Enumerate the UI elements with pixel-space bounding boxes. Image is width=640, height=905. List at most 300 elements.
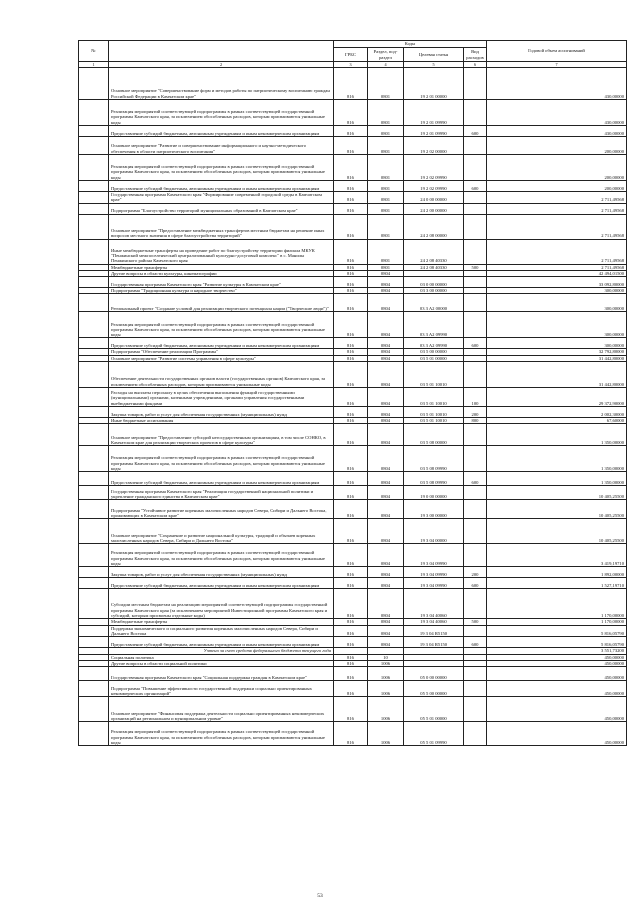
row-name-cell: Подпрограмма "Устойчивое развитие коренных малочисленных народов Севера, Сибири и Дальнего Востока, проживающих в Камчатском крае" [109,500,334,519]
row-name-cell: Основное мероприятие "Развитие системы управления в сфере культуры" [109,355,334,361]
row-name-cell: Поддержка экономического и социального развития коренных малочисленных народов Севера, Сибири и Дальнего Востока [109,625,334,637]
row-section-cell: 0804 [368,637,404,648]
row-grbs-cell: 816 [334,519,368,544]
row-name-cell: Предоставление субсидий бюджетным, автономным учреждениям и иным некоммерческим организациям [109,472,334,486]
row-grbs-cell: 816 [334,654,368,660]
table-row [79,192,627,204]
budget-table [78,40,627,746]
row-target-cell: 03 3 00 00000 [404,288,464,294]
col-target-header: Целевая статья [404,48,464,62]
row-number-cell [79,544,109,567]
row-amount-cell: 450,00000 [487,667,627,681]
row-number-cell [79,722,109,746]
budget-table-body [79,68,627,746]
row-target-cell: 24 2 08 40330 [404,264,464,270]
row-number-cell [79,407,109,418]
row-name-cell: Реализация мероприятий соответствующей подпрограммы в рамках соответствующей государственной программы Камчатского края, за исключением обособленных расходов, которым присваиваются уникальные коды [109,446,334,472]
col-number-index: 3 [334,62,368,68]
row-section-cell: 0801 [368,68,404,100]
row-name-cell: Основное мероприятие "Предоставление субсидий негосударственным организациям, в том числе СОНКО, в Камчатском крае для реализации творческих проектов в сфере культуры" [109,424,334,446]
row-amount-cell: 430,00000 [487,100,627,126]
row-vid-cell: 100 [464,388,487,407]
row-target-cell: 03 5 01 10010 [404,388,464,407]
row-amount-cell: 5 816,05790 [487,625,627,637]
row-name-cell: Государственная программа Камчатского края "Социальная поддержка граждан в Камчатском крае" [109,667,334,681]
row-number-cell [79,486,109,500]
row-grbs-cell: 816 [334,214,368,239]
row-target-cell: 19 3 04 09990 [404,544,464,567]
row-grbs-cell: 816 [334,338,368,349]
row-name-cell: Закупка товаров, работ и услуг для обеспечения государственных (муниципальных) нужд [109,567,334,578]
row-amount-cell: 300,00000 [487,338,627,349]
row-amount-cell: 3 551,73200 [487,648,627,654]
row-grbs-cell: 816 [334,155,368,181]
row-amount-cell: 1 350,00000 [487,424,627,446]
row-target-cell: 19 3 04 09990 [404,578,464,589]
row-section-cell: 0804 [368,312,404,338]
row-grbs-cell: 816 [334,270,368,276]
table-row [79,155,627,181]
col-name-header [109,41,334,62]
row-vid-cell: 500 [464,619,487,625]
page-number: 53 [317,893,323,899]
row-target-cell: 05 0 00 00000 [404,667,464,681]
row-amount-cell: 33 092,80000 [487,277,627,288]
row-name-cell: Расходы на выплаты персоналу в целях обеспечения выполнения функций государственными (муниципальными) органами, казенными учреждениями, органами управления государственными внебюджетными фондами [109,388,334,407]
row-name-cell: Основное мероприятие "Предоставление межбюджетных трансфертов местным бюджетам на решение иных вопросов местного значения в сфере благоустройства территорий" [109,214,334,239]
row-grbs-cell: 816 [334,192,368,204]
row-vid-cell: 200 [464,407,487,418]
row-vid-cell [464,203,487,214]
row-number-cell [79,637,109,648]
col-number-index: 6 [464,62,487,68]
row-section-cell: 0804 [368,355,404,361]
row-target-cell: 19 3 04 R5150 [404,637,464,648]
table-row [79,544,627,567]
row-name-cell: Государственная программа Камчатского края "Реализация государственной национальной политики и укрепление гражданского единства в Камчатском крае" [109,486,334,500]
row-amount-cell: 450,00000 [487,681,627,697]
row-grbs-cell: 816 [334,667,368,681]
row-grbs-cell: 816 [334,589,368,619]
row-grbs-cell: 816 [334,312,368,338]
row-vid-cell: 600 [464,637,487,648]
row-name-cell: Закупка товаров, работ и услуг для обеспечения государственных (муниципальных) нужд [109,407,334,418]
row-target-cell: 03 5 01 00000 [404,355,464,361]
row-grbs-cell: 816 [334,544,368,567]
row-vid-cell [464,625,487,637]
col-number-index: 1 [79,62,109,68]
col-grbs-header: ГРБС [334,48,368,62]
row-vid-cell [464,277,487,288]
col-amount-header: Годовой объем ассигнований [487,41,627,62]
row-grbs-cell: 816 [334,239,368,264]
row-target-cell: 19 2 01 09990 [404,100,464,126]
row-amount-cell: 42 494,01500 [487,270,627,276]
row-amount-cell: 29 372,90000 [487,388,627,407]
row-grbs-cell: 816 [334,486,368,500]
table-row [79,446,627,472]
row-target-cell: 05 5 01 09990 [404,722,464,746]
row-grbs-cell: 816 [334,424,368,446]
row-name-cell: Предоставление субсидий бюджетным, автономным учреждениям и иным некоммерческим организациям [109,578,334,589]
row-grbs-cell: 816 [334,100,368,126]
row-amount-cell: 300,00000 [487,288,627,294]
row-grbs-cell: 816 [334,697,368,722]
row-vid-cell [464,500,487,519]
row-section-cell: 0804 [368,270,404,276]
row-section-cell: 0804 [368,424,404,446]
row-number-cell [79,277,109,288]
row-vid-cell [464,239,487,264]
row-amount-cell: 200,00000 [487,181,627,192]
row-section-cell: 0801 [368,264,404,270]
row-number-cell [79,338,109,349]
table-row [79,100,627,126]
row-target-cell: 03 5 00 00000 [404,349,464,355]
table-row [79,519,627,544]
row-section-cell: 1006 [368,722,404,746]
row-section-cell: 0804 [368,619,404,625]
table-row [79,697,627,722]
table-row [79,388,627,407]
row-amount-cell: 2 711,49568 [487,214,627,239]
table-row [79,68,627,100]
row-target-cell: 03 5 08 09990 [404,446,464,472]
row-vid-cell [464,589,487,619]
row-name-cell: Другие вопросы в области культуры, кинематографии [109,270,334,276]
row-amount-cell: 32 792,80000 [487,349,627,355]
row-name-cell: Подпрограмма "Традиционная культура и народное творчество" [109,288,334,294]
row-grbs-cell: 816 [334,660,368,666]
row-section-cell: 0804 [368,578,404,589]
row-section-cell: 0804 [368,472,404,486]
row-section-cell: 0801 [368,239,404,264]
row-grbs-cell: 816 [334,137,368,155]
table-row [79,424,627,446]
row-number-cell [79,578,109,589]
row-amount-cell: 430,00000 [487,68,627,100]
row-section-cell: 0804 [368,589,404,619]
row-number-cell [79,519,109,544]
row-vid-cell [464,312,487,338]
row-grbs-cell: 816 [334,349,368,355]
row-target-cell: 19 2 01 00000 [404,68,464,100]
row-section-cell: 0801 [368,192,404,204]
row-grbs-cell: 816 [334,500,368,519]
col-number-index: 7 [487,62,627,68]
row-section-cell: 1006 [368,660,404,666]
table-row [79,407,627,418]
row-number-cell [79,589,109,619]
row-vid-cell [464,362,487,388]
table-row [79,500,627,519]
row-grbs-cell: 816 [334,625,368,637]
row-target-cell: 03 5 01 10010 [404,407,464,418]
row-target-cell: 19 3 04 40060 [404,589,464,619]
table-row [79,625,627,637]
row-amount-cell: 5 816,05790 [487,637,627,648]
row-grbs-cell: 816 [334,277,368,288]
row-section-cell: 0804 [368,388,404,407]
row-section-cell: 0804 [368,544,404,567]
row-section-cell: 0804 [368,288,404,294]
row-amount-cell: 2 711,49568 [487,239,627,264]
row-amount-cell: 1 350,00000 [487,446,627,472]
row-grbs-cell: 816 [334,264,368,270]
row-section-cell: 0804 [368,362,404,388]
row-number-cell [79,181,109,192]
table-row [79,338,627,349]
col-section-header: Раздел, под-раздел [368,48,404,62]
row-amount-cell: 2 711,49568 [487,203,627,214]
row-number-cell [79,203,109,214]
row-vid-cell: 600 [464,578,487,589]
row-name-cell: Иные бюджетные ассигнования [109,418,334,424]
row-grbs-cell: 816 [334,446,368,472]
row-grbs-cell: 816 [334,681,368,697]
table-row [79,722,627,746]
row-vid-cell [464,68,487,100]
row-vid-cell [464,424,487,446]
row-section-cell: 0804 [368,500,404,519]
row-grbs-cell: 816 [334,388,368,407]
row-name-cell: Реализация мероприятий соответствующей подпрограммы в рамках соответствующей государственной программы Камчатского края, за исключением обособленных расходов, которым присваиваются уникальные коды [109,544,334,567]
row-number-cell [79,192,109,204]
row-vid-cell: 600 [464,181,487,192]
row-grbs-cell: 816 [334,126,368,137]
row-name-cell: Предоставление субсидий бюджетным, автономным учреждениям и иным некоммерческим организациям [109,181,334,192]
row-name-cell: Межбюджетные трансферты [109,264,334,270]
row-number-cell [79,126,109,137]
table-row [79,214,627,239]
row-number-cell [79,667,109,681]
row-grbs-cell: 816 [334,362,368,388]
table-row [79,681,627,697]
row-target-cell: 24 0 00 00000 [404,192,464,204]
table-row [79,578,627,589]
row-name-cell: Предоставление субсидий бюджетным, автономным учреждениям и иным некоммерческим организациям [109,637,334,648]
row-target-cell: 03 3 A2 09990 [404,312,464,338]
row-number-cell [79,312,109,338]
row-name-cell: Предоставление субсидий бюджетным, автономным учреждениям и иным некоммерческим организациям [109,338,334,349]
row-vid-cell: 500 [464,264,487,270]
row-target-cell: 19 3 04 09990 [404,567,464,578]
row-amount-cell: 1 350,00000 [487,472,627,486]
row-amount-cell: 200,00000 [487,137,627,155]
row-vid-cell: 600 [464,472,487,486]
table-row [79,567,627,578]
row-vid-cell: 800 [464,418,487,424]
col-vid-header: Вид расходов [464,48,487,62]
table-row [79,239,627,264]
table-row [79,137,627,155]
row-grbs-cell: 816 [334,567,368,578]
table-row [79,637,627,648]
row-name-cell: Подпрограмма "Благоустройство территорий муниципальных образований в Камчатском крае" [109,203,334,214]
table-row [79,294,627,312]
row-target-cell: 19 0 00 00000 [404,486,464,500]
row-target-cell: 03 5 01 10010 [404,418,464,424]
row-target-cell: 19 3 04 00000 [404,519,464,544]
row-target-cell: 19 2 01 09990 [404,126,464,137]
row-amount-cell: 2 002,30000 [487,407,627,418]
row-section-cell: 0801 [368,100,404,126]
row-name-cell: Основное мероприятие "Совершенствование форм и методов работы по патриотическому воспитанию граждан Российской Федерации в Камчатском крае" [109,68,334,100]
row-section-cell: 0801 [368,155,404,181]
row-grbs-cell: 816 [334,407,368,418]
row-number-cell [79,155,109,181]
row-vid-cell: 600 [464,126,487,137]
row-name-cell: Основное мероприятие "Сохранение и развитие национальной культуры, традиций и обычаев коренных малочисленных народов Севера, Сибири и Дальнего Востока" [109,519,334,544]
table-row [79,203,627,214]
row-target-cell: 03 5 08 00000 [404,424,464,446]
row-number-cell [79,500,109,519]
table-row [79,181,627,192]
row-name-cell: Основное мероприятие "Финансовая поддержка деятельности социально ориентированных некоммерческих организаций на региональном и муниципальном уровне" [109,697,334,722]
row-section-cell: 1006 [368,681,404,697]
row-grbs-cell: 816 [334,418,368,424]
row-target-cell: 19 2 02 09990 [404,181,464,192]
row-vid-cell [464,486,487,500]
row-target-cell: 19 3 04 40060 [404,619,464,625]
row-grbs-cell: 816 [334,637,368,648]
row-section-cell: 1006 [368,697,404,722]
codes-header: Коды [334,41,487,48]
row-name-cell: Межбюджетные трансферты [109,619,334,625]
row-name-cell: Региональный проект "Создание условий для реализации творческого потенциала нации ("Творческие люди")" [109,294,334,312]
row-vid-cell [464,214,487,239]
table-row [79,312,627,338]
row-target-cell: 24 2 00 00000 [404,203,464,214]
row-number-cell [79,388,109,407]
row-grbs-cell: 816 [334,181,368,192]
row-amount-cell: 67,60000 [487,418,627,424]
row-section-cell: 0804 [368,277,404,288]
row-name-cell: Другие вопросы в области социальной политики [109,660,334,666]
row-name-cell: Подпрограмма "Обеспечение реализации Программы" [109,349,334,355]
row-amount-cell: 1 527,19710 [487,578,627,589]
row-name-cell: Иные межбюджетные трансферты на проведение работ по благоустройству территории филиала МКУК "Пенжинский межпоселенческий централизованный культурно-досуговый комплекс" в с. Манилы Пенжинского района Камчатского края [109,239,334,264]
row-number-cell [79,446,109,472]
row-number-cell [79,362,109,388]
row-section-cell: 0804 [368,418,404,424]
row-number-cell [79,100,109,126]
row-vid-cell [464,544,487,567]
row-grbs-cell: 816 [334,355,368,361]
row-number-cell [79,137,109,155]
row-vid-cell [464,697,487,722]
row-name-cell: Реализация мероприятий соответствующей подпрограммы в рамках соответствующей государственной программы Камчатского края, за исключением обособленных расходов, которым присваиваются уникальные коды [109,100,334,126]
row-section-cell: 0804 [368,294,404,312]
row-amount-cell: 430,00000 [487,126,627,137]
row-grbs-cell: 816 [334,722,368,746]
row-amount-cell: 2 711,49568 [487,264,627,270]
row-name-cell: Реализация мероприятий соответствующей подпрограммы в рамках соответствующей государственной программы Камчатского края, за исключением обособленных расходов, которым присваиваются уникальные коды [109,312,334,338]
row-target-cell: 03 3 A2 09990 [404,338,464,349]
row-amount-cell: 300,00000 [487,312,627,338]
row-number-cell [79,681,109,697]
row-amount-cell: 1 170,00000 [487,619,627,625]
row-name-cell: Государственная программа Камчатского края "Развитие культуры в Камчатском крае" [109,277,334,288]
row-section-cell: 0801 [368,181,404,192]
row-section-cell: 0804 [368,486,404,500]
row-target-cell: 24 2 08 00000 [404,214,464,239]
table-row [79,472,627,486]
row-name-cell: Обеспечение деятельности государственных органов власти (государственных органов) Камчатского края, за исключением обособленных расходов, которым присваиваются уникальные коды [109,362,334,388]
row-target-cell: 24 2 08 40330 [404,239,464,264]
row-vid-cell [464,446,487,472]
row-number-cell [79,567,109,578]
row-vid-cell [464,192,487,204]
row-target-cell: 05 5 00 00000 [404,681,464,697]
row-amount-cell: 450,00000 [487,654,627,660]
row-target-cell: 03 3 A2 00000 [404,294,464,312]
row-amount-cell: 450,00000 [487,660,627,666]
row-vid-cell [464,137,487,155]
row-grbs-cell: 816 [334,203,368,214]
budget-table-sheet [78,40,626,746]
row-amount-cell: 3 419,19710 [487,544,627,567]
row-target-cell: 19 3 04 R5150 [404,625,464,637]
row-section-cell: 0804 [368,625,404,637]
row-name-cell: Реализация мероприятий соответствующей подпрограммы в рамках соответствующей государственной программы Камчатского края, за исключением обособленных расходов, которым присваиваются уникальные коды [109,722,334,746]
row-name-cell: Основное мероприятие "Развитие и совершенствование информационного и научно-методического обеспечения в области патриотического воспитания" [109,137,334,155]
row-target-cell: 19 3 00 00000 [404,500,464,519]
row-grbs-cell: 816 [334,472,368,486]
table-row [79,486,627,500]
table-row [79,126,627,137]
row-section-cell: 0801 [368,214,404,239]
row-vid-cell [464,294,487,312]
row-vid-cell [464,100,487,126]
row-section-cell: 0804 [368,349,404,355]
row-name-cell: Государственная программа Камчатского края "Формирование современной городской среды в Камчатском крае" [109,192,334,204]
row-vid-cell [464,155,487,181]
row-number-cell [79,214,109,239]
row-grbs-cell: 816 [334,619,368,625]
row-section-cell: 0804 [368,338,404,349]
row-vid-cell [464,519,487,544]
row-amount-cell: 300,00000 [487,294,627,312]
row-target-cell: 03 0 00 00000 [404,277,464,288]
row-vid-cell: 600 [464,338,487,349]
row-amount-cell: 450,00000 [487,722,627,746]
row-section-cell: 0804 [368,519,404,544]
row-target-cell: 03 5 08 09990 [404,472,464,486]
row-number-cell [79,239,109,264]
row-section-cell: 10 [368,654,404,660]
row-number-cell [79,294,109,312]
row-amount-cell: 31 442,80000 [487,362,627,388]
row-grbs-cell: 816 [334,288,368,294]
row-name-cell: Реализация мероприятий соответствующей подпрограммы в рамках соответствующей государственной программы Камчатского края, за исключением обособленных расходов, которым присваиваются уникальные коды [109,155,334,181]
row-number-cell [79,625,109,637]
row-amount-cell: 10 405,25500 [487,519,627,544]
row-section-cell: 0801 [368,126,404,137]
col-number-index: 2 [109,62,334,68]
row-vid-cell [464,667,487,681]
col-number-index: 4 [368,62,404,68]
row-vid-cell: 200 [464,567,487,578]
row-section-cell: 0804 [368,567,404,578]
row-grbs-cell: 816 [334,578,368,589]
row-amount-cell: 1 892,00000 [487,567,627,578]
row-name-cell: Предоставление субсидий бюджетным, автономным учреждениям и иным некоммерческим организациям [109,126,334,137]
row-vid-cell [464,722,487,746]
row-name-cell: Субсидии местным бюджетам на реализацию мероприятий соответствующей подпрограммы государственной программы Камчатского края (за исключением мероприятий Инвестиционной программы Камчатского края и субсидий, которым присвоены отдельные коды) [109,589,334,619]
row-number-cell [79,424,109,446]
row-number-cell [79,68,109,100]
